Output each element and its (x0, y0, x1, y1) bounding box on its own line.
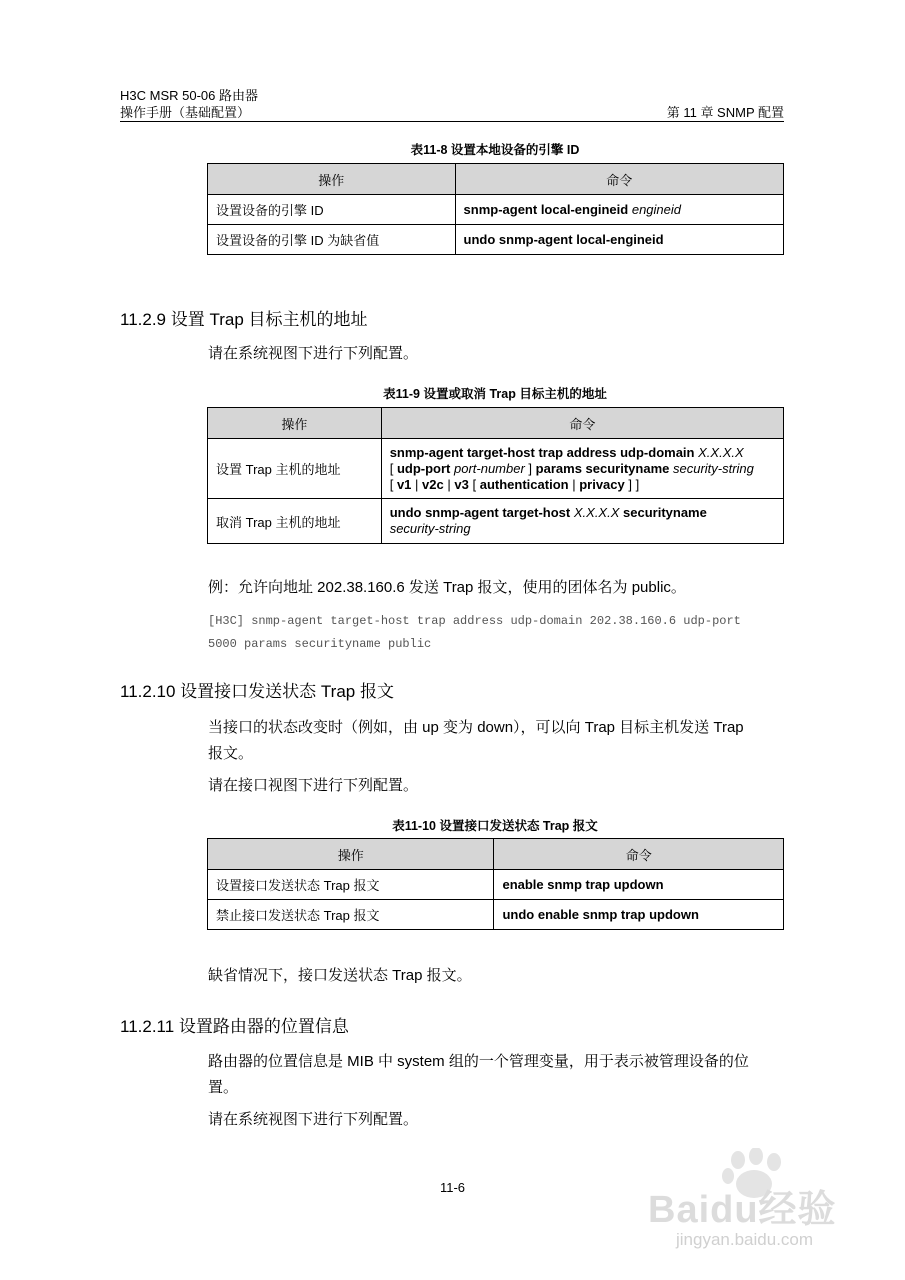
example-text: 例：允许向地址 202.38.160.6 发送 Trap 报文，使用的团体名为 public。 (208, 579, 686, 596)
table-row (208, 439, 784, 499)
cmd-line (390, 445, 775, 461)
cmd-line (390, 505, 775, 521)
table-11-8 (207, 163, 784, 255)
cmd-line (390, 461, 775, 477)
header-manual: 操作手册（基础配置） (120, 105, 251, 120)
cmd-keyword: securityname (623, 505, 707, 520)
op-cell: 取消 Trap 主机的地址 (208, 499, 382, 544)
bracket: [ (472, 476, 477, 492)
op-cell: 设置设备的引擎 ID (208, 195, 456, 225)
table-row (208, 225, 784, 255)
table-header-row (208, 839, 784, 870)
cmd-keyword: udp-port (396, 460, 451, 476)
cmd-cell (381, 439, 783, 499)
bracket: [ (389, 476, 394, 492)
table-11-9 (207, 407, 784, 544)
page-number: 11-6 (439, 1180, 466, 1195)
section-11-2-11-desc-2: 置。 (208, 1079, 239, 1096)
cmd-keyword: snmp-agent target-host trap address udp-domain (389, 444, 695, 460)
op-cell: 设置设备的引擎 ID 为缺省值 (208, 225, 456, 255)
watermark-url: jingyan.baidu.com (676, 1230, 814, 1249)
cmd-cell (455, 195, 783, 225)
code-line-1: [H3C] snmp-agent target-host trap address udp-domain 202.38.160.6 udp-port (208, 614, 741, 628)
section-11-2-10-intro: 请在接口视图下进行下列配置。 (208, 777, 419, 794)
cmd-line (390, 521, 775, 537)
col-op-header: 操作 (208, 839, 494, 870)
table-header-row (208, 408, 784, 439)
baidu-watermark (640, 1148, 870, 1268)
cmd-arg: X.X.X.X (698, 444, 744, 460)
table-11-10 (207, 838, 784, 930)
table10-note: 缺省情况下，接口发送状态 Trap 报文。 (208, 967, 472, 984)
section-11-2-11-title: 11.2.11 设置路由器的位置信息 (120, 1017, 349, 1036)
bracket: ] (528, 460, 533, 476)
table-header-row (208, 164, 784, 195)
table-row (208, 870, 784, 900)
table-row (208, 195, 784, 225)
code-line-2: 5000 params securityname public (208, 637, 432, 651)
table-row (208, 499, 784, 544)
section-11-2-9-intro: 请在系统视图下进行下列配置。 (208, 345, 419, 362)
separator: | (447, 476, 451, 492)
section-11-2-10-desc-2: 报文。 (208, 745, 254, 762)
table10-caption: 表11-10 设置接口发送状态 Trap 报文 (392, 819, 598, 833)
bracket: [ (389, 460, 394, 476)
cmd-cell: undo snmp-agent local-engineid (455, 225, 783, 255)
cmd-arg: engineid (631, 202, 681, 217)
table8-caption: 表11-8 设置本地设备的引擎 ID (410, 143, 580, 157)
cmd-keyword: snmp-agent local-engineid (463, 202, 629, 217)
op-cell: 设置 Trap 主机的地址 (208, 439, 382, 499)
cmd-line (390, 477, 775, 493)
cmd-arg: X.X.X.X (573, 505, 620, 520)
separator: | (572, 476, 576, 492)
cmd-arg: port-number (453, 460, 525, 476)
table-row (208, 900, 784, 930)
col-op-header: 操作 (208, 164, 456, 195)
op-cell: 禁止接口发送状态 Trap 报文 (208, 900, 494, 930)
op-cell: 设置接口发送状态 Trap 报文 (208, 870, 494, 900)
col-cmd-header: 命令 (455, 164, 783, 195)
header-rule (120, 121, 784, 122)
cmd-keyword: authentication (479, 476, 569, 492)
cmd-cell (381, 499, 783, 544)
bracket: ] ] (628, 476, 640, 492)
watermark-brand: Baidu经验 (648, 1189, 837, 1231)
cmd-keyword: v3 (454, 476, 469, 492)
header-chapter: 第 11 章 SNMP 配置 (666, 105, 784, 120)
cmd-cell: undo enable snmp trap updown (494, 900, 784, 930)
cmd-keyword: v1 (396, 476, 412, 492)
cmd-keyword: v2c (422, 476, 444, 492)
cmd-keyword: undo snmp-agent target-host (389, 505, 571, 520)
col-cmd-header: 命令 (381, 408, 783, 439)
section-11-2-9-title: 11.2.9 设置 Trap 目标主机的地址 (120, 310, 368, 329)
section-11-2-10-desc-1: 当接口的状态改变时（例如，由 up 变为 down），可以向 Trap 目标主机发送 Trap (208, 719, 744, 736)
table9-caption: 表11-9 设置或取消 Trap 目标主机的地址 (383, 387, 607, 401)
cmd-keyword: params securityname (535, 460, 670, 476)
cmd-keyword: privacy (579, 476, 625, 492)
section-11-2-11-intro: 请在系统视图下进行下列配置。 (208, 1111, 419, 1128)
cmd-arg: security-string (389, 521, 471, 536)
col-op-header: 操作 (208, 408, 382, 439)
col-cmd-header: 命令 (494, 839, 784, 870)
section-11-2-11-desc-1: 路由器的位置信息是 MIB 中 system 组的一个管理变量，用于表示被管理设备的位 (208, 1053, 749, 1070)
section-11-2-10-title: 11.2.10 设置接口发送状态 Trap 报文 (120, 682, 394, 701)
cmd-cell: enable snmp trap updown (494, 870, 784, 900)
separator: | (415, 476, 419, 492)
cmd-arg: security-string (672, 460, 754, 476)
header-product: H3C MSR 50-06 路由器 (120, 88, 258, 103)
